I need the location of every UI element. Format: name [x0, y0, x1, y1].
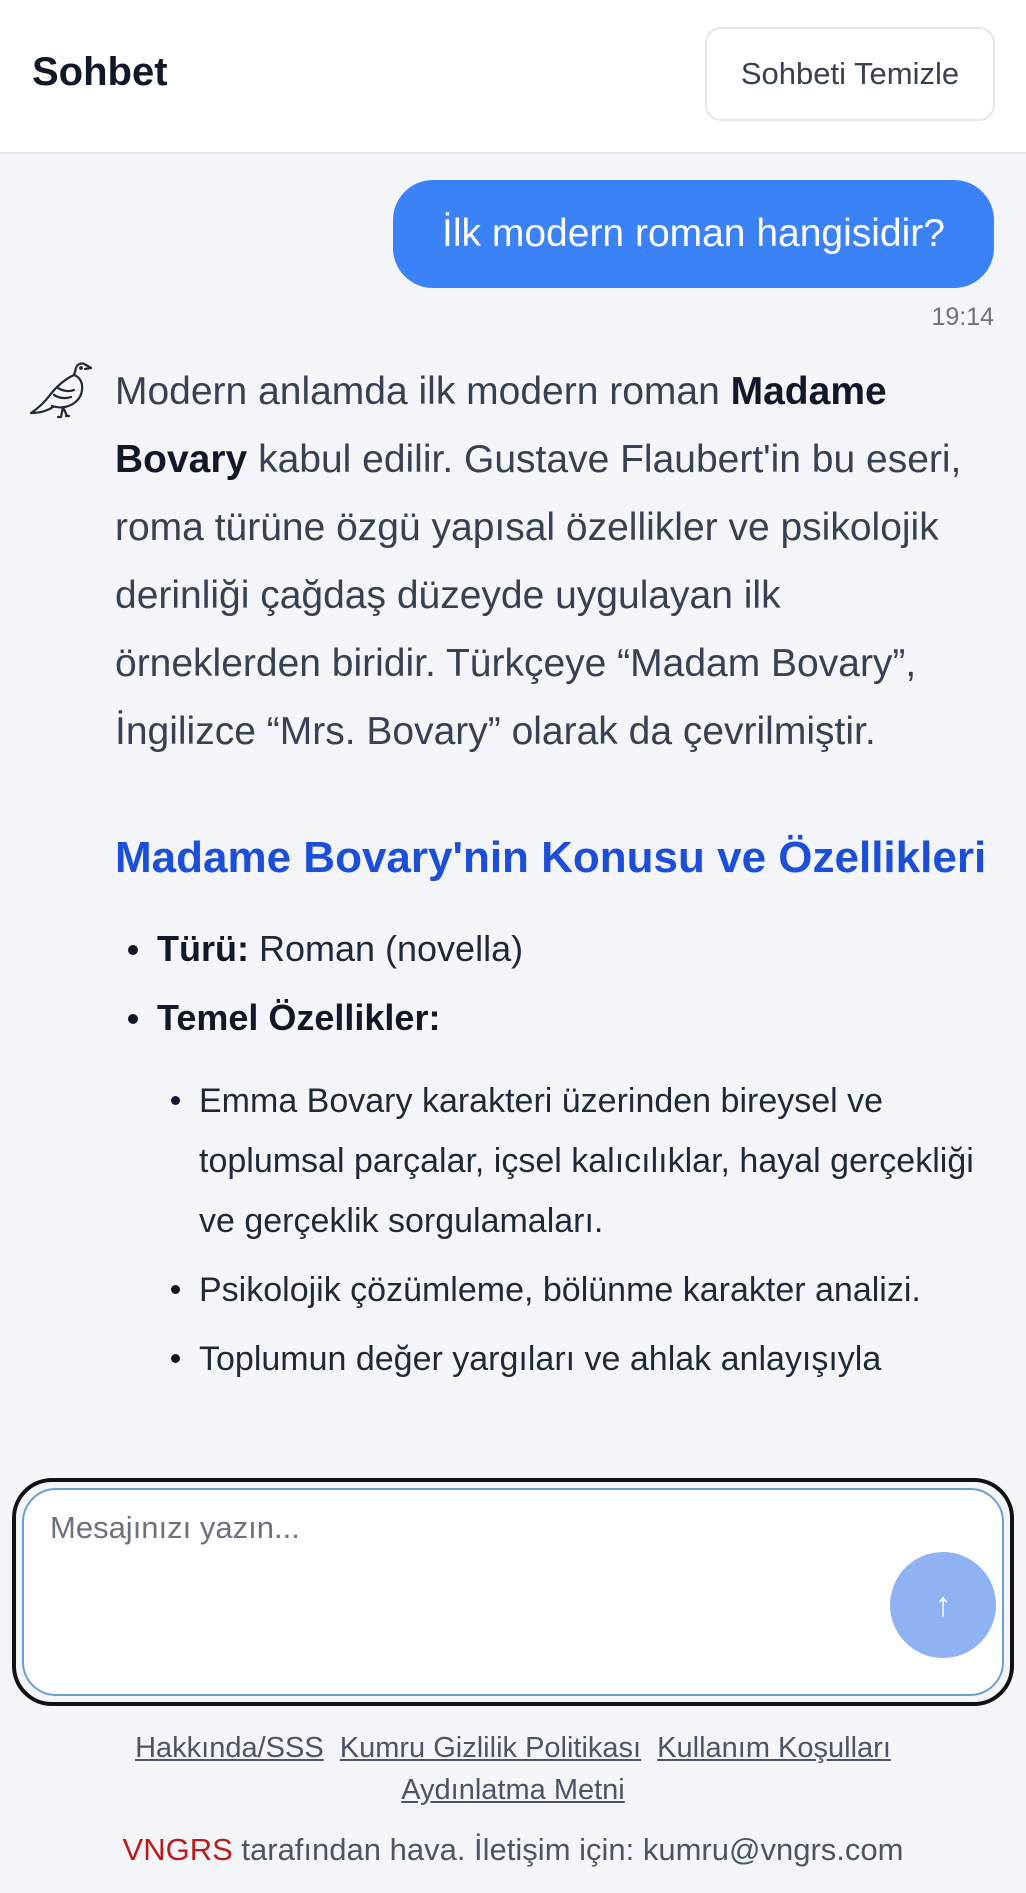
footer-link-about[interactable]: Hakkında/SSS	[135, 1732, 324, 1764]
list-item	[115, 993, 995, 1389]
brand-name: VNGRS	[122, 1832, 233, 1867]
footer-link-privacy[interactable]: Kumru Gizlilik Politikası	[339, 1732, 642, 1764]
credit-text: tarafından hava. İletişim için: kumru@vngrs.com	[232, 1832, 904, 1867]
sublist-item: Psikolojik çözümleme, bölünme karakter analizi.	[157, 1260, 995, 1320]
message-timestamp: 19:14	[931, 303, 994, 331]
arrow-up-icon: ↑	[934, 1585, 952, 1624]
message-input[interactable]	[50, 1510, 870, 1610]
clear-chat-button[interactable]: Sohbeti Temizle	[705, 27, 995, 121]
footer-credit	[0, 1832, 1026, 1868]
composer-focus-ring	[12, 1478, 1014, 1706]
answer-sublist	[157, 1071, 995, 1389]
answer-section-heading: Madame Bovary'nin Konusu ve Özellikleri	[115, 833, 987, 882]
assistant-message	[115, 358, 995, 1408]
footer-link-disclosure[interactable]: Aydınlatma Metni	[401, 1774, 625, 1806]
answer-text-start: Modern anlamda ilk modern roman	[115, 370, 731, 413]
user-message-text: İlk modern roman hangisidir?	[442, 212, 945, 255]
message-composer	[22, 1488, 1004, 1696]
list-item-label: Temel Özellikler:	[157, 997, 441, 1038]
footer-link-terms[interactable]: Kullanım Koşulları	[657, 1732, 891, 1764]
list-item	[115, 924, 995, 974]
sublist-item: Toplumun değer yargıları ve ahlak anlayışıyla	[157, 1329, 995, 1389]
page-title: Sohbet	[32, 50, 168, 94]
send-button[interactable]	[890, 1552, 996, 1658]
list-item-text: Roman (novella)	[248, 928, 524, 969]
sublist-item: Emma Bovary karakteri üzerinden bireysel ve toplumsal parçalar, içsel kalıcılıklar, hayal gerçekliği ve gerçeklik sorgulamaları.	[157, 1071, 995, 1251]
answer-text-bold: Madame Bovary	[115, 370, 887, 481]
chat-header	[0, 0, 1026, 154]
answer-text-end: kabul edilir. Gustave Flaubert'in bu eseri, roma türüne özgü yapısal özellikler ve psikolojik derinliği çağdaş düzeyde uygulayan ilk örneklerden biridir. Türkçeye “Madam Bovary”, İngilizce “Mrs. Bovary” olarak da çevrilmiştir.	[115, 438, 962, 753]
list-item-label: Türü:	[157, 928, 249, 969]
user-message-bubble	[393, 180, 994, 288]
dove-icon	[28, 356, 98, 426]
answer-list	[115, 924, 995, 1389]
footer-links	[0, 1727, 1026, 1811]
answer-paragraph	[115, 358, 995, 766]
